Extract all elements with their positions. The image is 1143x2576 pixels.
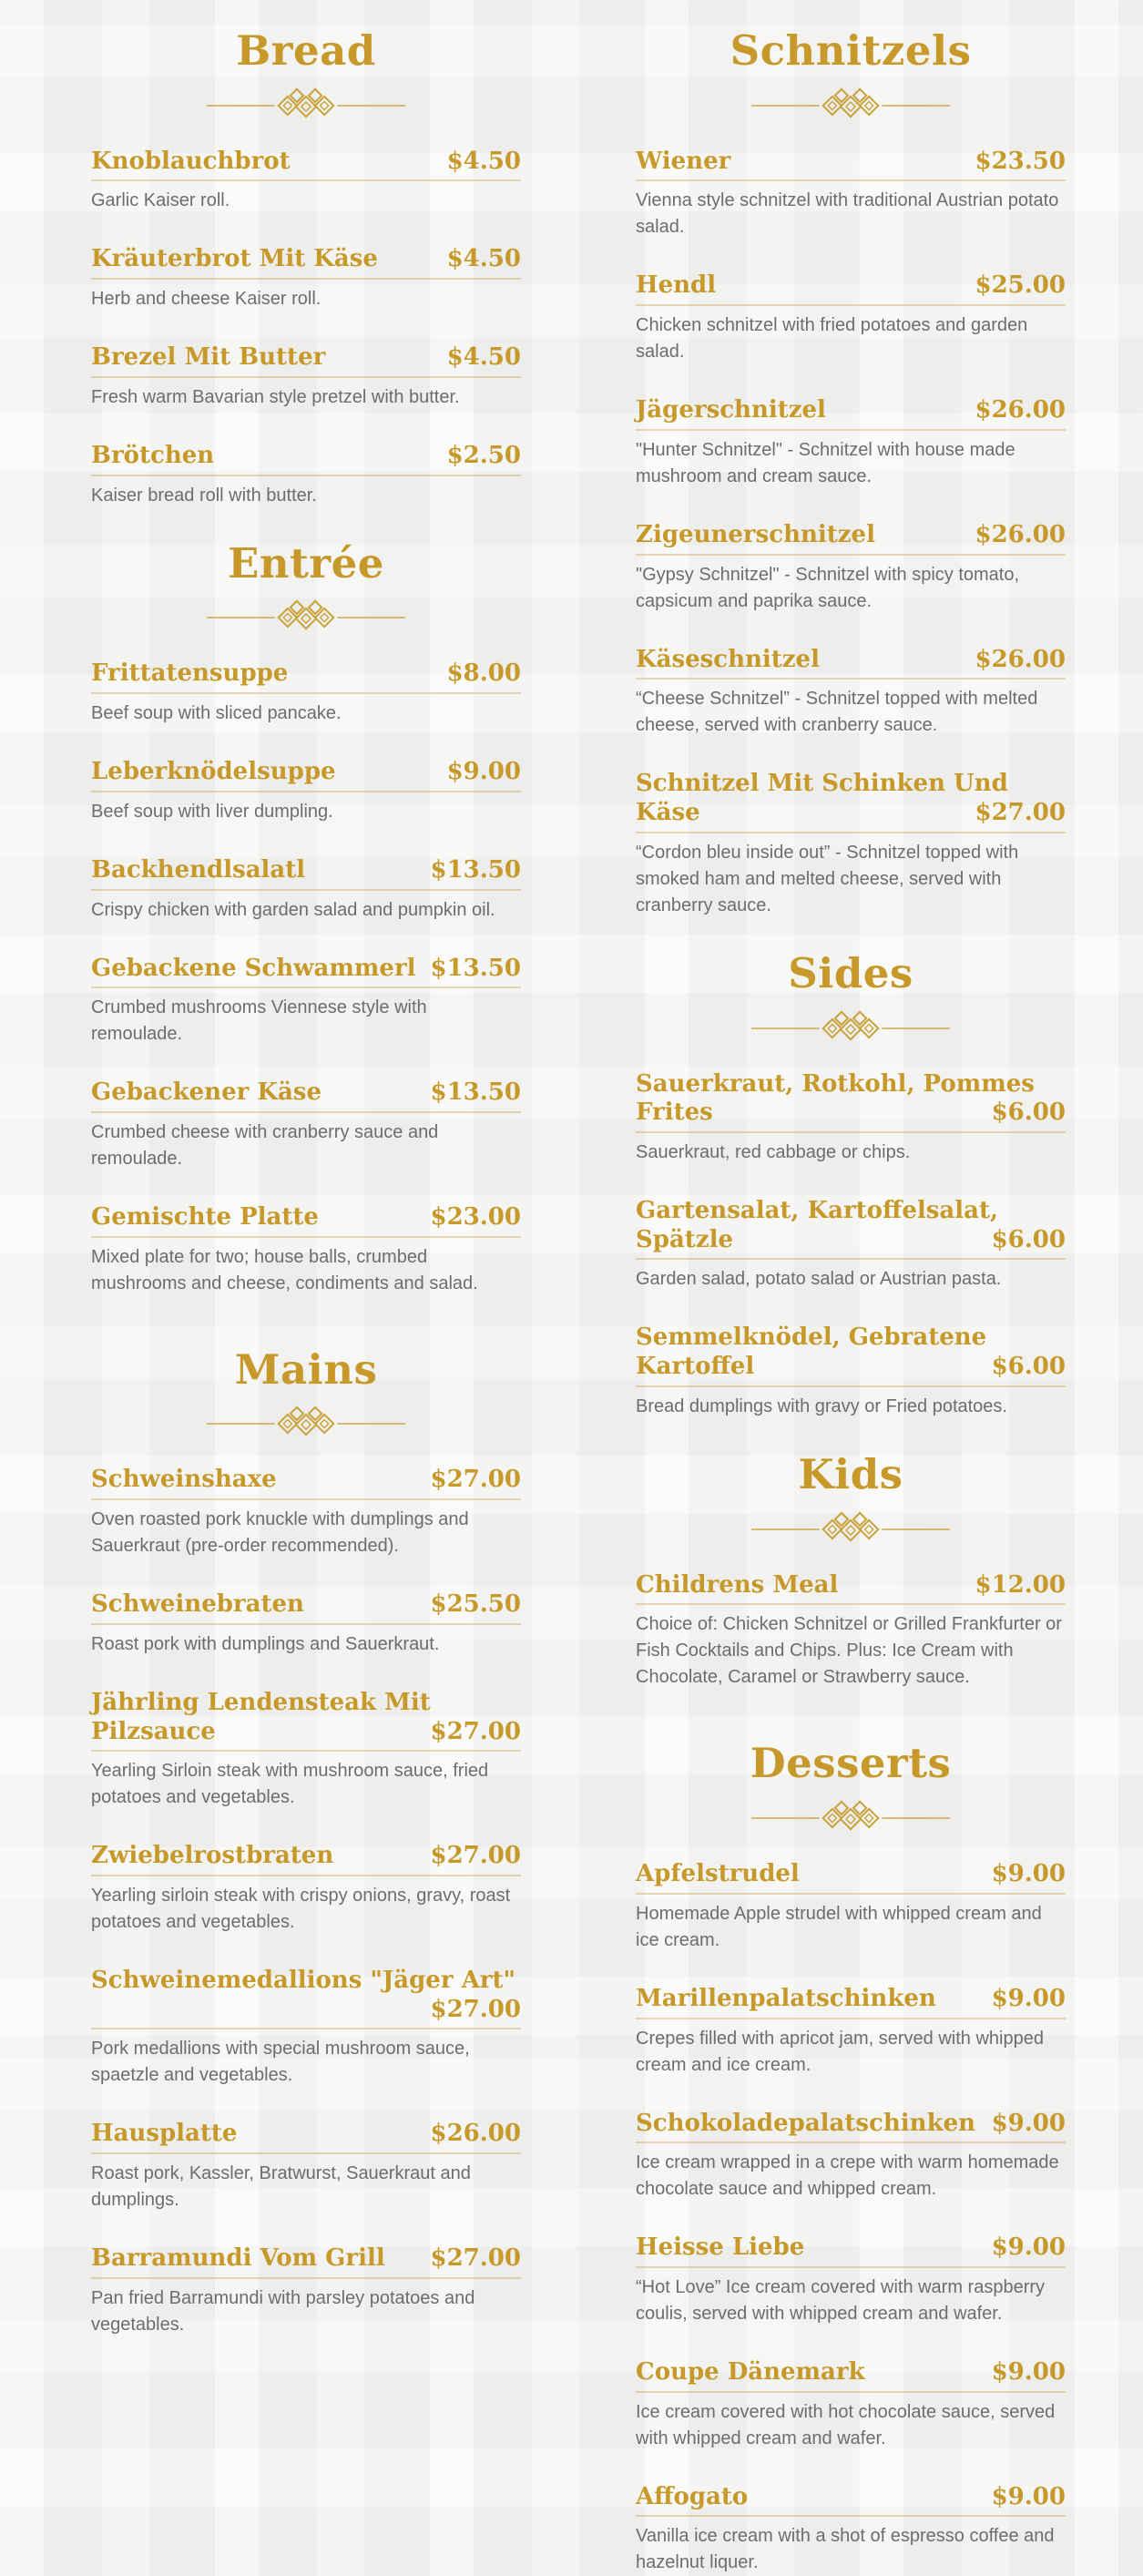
menu-item	[91, 758, 521, 825]
item-price: $25.50	[430, 1590, 521, 1619]
section-schnitzels	[636, 27, 1066, 919]
item-header	[636, 1070, 1066, 1133]
item-description: “Hot Love” Ice cream covered with warm raspberry coulis, served with whipped cream and wafer.	[636, 2276, 1046, 2324]
item-name: Childrens Meal	[636, 1570, 839, 1599]
menu-item	[91, 245, 521, 312]
menu-item	[636, 646, 1066, 740]
item-name: Hendl	[636, 271, 717, 300]
menu-item	[636, 396, 1066, 490]
item-description: Pork medallions with special mushroom sauce, spaetzle and vegetables.	[91, 2039, 470, 2086]
item-name: Brezel Mit Butter	[91, 343, 326, 372]
menu-item	[91, 2244, 521, 2338]
item-header	[91, 442, 521, 476]
item-price: $13.50	[430, 954, 521, 982]
menu-item	[91, 1466, 521, 1559]
item-name: Apfelstrudel	[636, 1860, 800, 1888]
item-name: Marillenpalatschinken	[636, 1984, 936, 2012]
menu-item	[636, 1324, 1066, 1419]
item-price: $9.00	[991, 2234, 1066, 2262]
item-description: Sauerkraut, red cabbage or chips.	[636, 1141, 911, 1162]
item-description: "Hunter Schnitzel" - Schnitzel with house made mushroom and cream sauce.	[636, 439, 1015, 486]
item-name: Schweinebraten	[91, 1590, 304, 1619]
item-description: Mixed plate for two; house balls, crumbed mushrooms and cheese, condiments and salad.	[91, 1246, 478, 1293]
item-price: $13.50	[430, 1078, 521, 1107]
item-header	[636, 271, 1066, 306]
item-description: Crumbed mushrooms Viennese style with remoulade.	[91, 997, 427, 1045]
item-price: $23.50	[975, 147, 1066, 175]
item-header	[91, 1689, 521, 1752]
item-price: $8.00	[446, 659, 521, 688]
item-name: Schokoladepalatschinken	[636, 2109, 976, 2137]
item-description: "Gypsy Schnitzel" - Schnitzel with spicy tomato, capsicum and paprika sauce.	[636, 564, 1020, 611]
item-description: “Cheese Schnitzel” - Schnitzel topped with melted cheese, served with cranberry sauce.	[636, 689, 1038, 736]
item-name: Sauerkraut, Rotkohl, Pommes Frites	[636, 1069, 1035, 1127]
item-description: Yearling sirloin steak with crispy onions, gravy, roast potatoes and vegetables.	[91, 1886, 511, 1933]
ornament-divider-icon	[205, 1404, 407, 1438]
item-description: Kaiser bread roll with butter.	[91, 485, 317, 506]
ornament-divider-icon	[750, 1509, 952, 1544]
item-description: Oven roasted pork knuckle with dumplings and Sauerkraut (pre-order recommended).	[91, 1509, 469, 1557]
item-description: Yearling Sirloin steak with mushroom sauce, fried potatoes and vegetables.	[91, 1761, 489, 1808]
item-name: Schnitzel Mit Schinken Und Käse	[636, 770, 1008, 827]
menu-item	[91, 659, 521, 727]
item-header	[91, 1466, 521, 1500]
item-price: $9.00	[991, 1984, 1066, 2012]
menu-column-right	[636, 26, 1066, 2573]
item-header	[636, 1985, 1066, 2019]
item-price: $6.00	[991, 1225, 1066, 1253]
item-name: Gebackene Schwammerl	[91, 954, 416, 982]
item-description: Ice cream covered with hot chocolate sauce, served with whipped cream and wafer.	[636, 2401, 1056, 2448]
item-price: $9.00	[991, 1860, 1066, 1888]
item-description: Garden salad, potato salad or Austrian pasta.	[636, 1269, 1002, 1290]
ornament-divider-icon	[205, 86, 407, 120]
item-header	[636, 1860, 1066, 1895]
item-header	[636, 770, 1066, 833]
item-name: Gebackener Käse	[91, 1078, 321, 1107]
item-header	[91, 1203, 521, 1238]
item-description: Ice cream wrapped in a crepe with warm homemade chocolate sauce and whipped cream.	[636, 2152, 1059, 2200]
item-name: Zwiebelrostbraten	[91, 1842, 334, 1870]
item-price: $9.00	[991, 2482, 1066, 2510]
menu-item	[91, 1590, 521, 1658]
menu-item	[636, 2358, 1066, 2452]
item-header	[636, 1197, 1066, 1260]
ornament-divider-icon	[750, 86, 952, 120]
item-name: Leberknödelsuppe	[91, 758, 336, 786]
item-header	[91, 1967, 521, 2029]
item-name: Zigeunerschnitzel	[636, 520, 875, 548]
section-title-entree: Entrée	[228, 538, 384, 588]
ornament-divider-icon	[750, 1008, 952, 1043]
item-header	[91, 2244, 521, 2279]
item-header	[91, 1078, 521, 1113]
menu-item	[636, 1070, 1066, 1166]
item-name: Wiener	[636, 147, 731, 175]
item-header	[636, 2358, 1066, 2393]
item-name: Affogato	[636, 2482, 749, 2510]
item-name: Gartensalat, Kartoffelsalat, Spätzle	[636, 1196, 999, 1253]
item-name: Brötchen	[91, 441, 215, 469]
menu-item	[636, 521, 1066, 615]
menu-item	[636, 1197, 1066, 1293]
item-name: Heisse Liebe	[636, 2234, 805, 2262]
menu-item	[636, 1985, 1066, 2079]
item-price: $26.00	[975, 520, 1066, 548]
menu-item	[636, 1571, 1066, 1692]
menu-item	[91, 2120, 521, 2213]
item-price: $27.00	[430, 1717, 521, 1745]
section-title-mains: Mains	[234, 1344, 378, 1394]
menu-item	[91, 1203, 521, 1297]
item-header	[91, 2120, 521, 2154]
item-price: $27.00	[975, 799, 1066, 827]
item-header	[91, 1842, 521, 1876]
item-header	[636, 521, 1066, 556]
item-name: Backhendlsalatl	[91, 855, 306, 884]
item-price: $9.00	[991, 2109, 1066, 2137]
item-price: $9.00	[446, 758, 521, 786]
menu-item	[636, 2110, 1066, 2203]
menu-item	[91, 1078, 521, 1172]
item-price: $4.50	[446, 147, 521, 175]
section-title-kids: Kids	[798, 1449, 903, 1498]
item-header	[91, 343, 521, 378]
item-header	[91, 148, 521, 182]
item-description: Vienna style schnitzel with traditional Austrian potato salad.	[636, 190, 1059, 238]
item-name: Barramundi Vom Grill	[91, 2244, 385, 2273]
item-price: $6.00	[991, 1353, 1066, 1381]
menu-item	[91, 1967, 521, 2089]
item-header	[636, 646, 1066, 680]
menu-item	[636, 271, 1066, 365]
item-description: Roast pork, Kassler, Bratwurst, Sauerkraut and dumplings.	[91, 2163, 471, 2211]
section-title-bread: Bread	[236, 26, 376, 75]
item-description: Vanilla ice cream with a shot of espresso coffee and hazelnut liquer.	[636, 2526, 1055, 2573]
menu-item	[91, 343, 521, 411]
menu-item	[636, 770, 1066, 918]
menu-item	[636, 2483, 1066, 2576]
section-desserts	[636, 1740, 1066, 2576]
menu-item	[91, 955, 521, 1048]
section-entree	[91, 540, 521, 1297]
item-description: Crumbed cheese with cranberry sauce and remoulade.	[91, 1121, 439, 1169]
item-name: Schweinemedallions "Jäger Art"	[91, 1967, 515, 1995]
item-header	[91, 659, 521, 694]
item-header	[91, 245, 521, 280]
item-description: Roast pork with dumplings and Sauerkraut.	[91, 1633, 440, 1654]
item-header	[91, 856, 521, 891]
item-description: Bread dumplings with gravy or Fried potatoes.	[636, 1395, 1007, 1416]
item-description: Beef soup with liver dumpling.	[91, 801, 333, 822]
item-price: $12.00	[975, 1570, 1066, 1599]
item-description: Garlic Kaiser roll.	[91, 190, 230, 211]
item-header	[636, 2483, 1066, 2518]
item-name: Schweinshaxe	[91, 1466, 277, 1494]
item-header	[91, 1590, 521, 1625]
item-description: Beef soup with sliced pancake.	[91, 703, 342, 724]
section-sides	[636, 950, 1066, 1420]
item-description: Crispy chicken with garden salad and pumpkin oil.	[91, 899, 495, 920]
menu-item	[636, 1860, 1066, 1954]
item-description: Crepes filled with apricot jam, served with whipped cream and ice cream.	[636, 2028, 1044, 2075]
item-header	[91, 955, 521, 989]
item-price: $23.00	[430, 1202, 521, 1231]
item-header	[636, 1571, 1066, 1606]
item-name: Jägerschnitzel	[636, 396, 826, 424]
item-header	[636, 2110, 1066, 2144]
item-price: $6.00	[991, 1099, 1066, 1127]
item-header	[636, 2234, 1066, 2268]
menu-item	[91, 1689, 521, 1811]
item-name: Gemischte Platte	[91, 1202, 319, 1231]
item-header	[91, 758, 521, 792]
item-description: Herb and cheese Kaiser roll.	[91, 289, 321, 310]
menu-item	[91, 442, 521, 509]
item-name: Jährling Lendensteak Mit Pilzsauce	[91, 1688, 431, 1745]
item-name: Knoblauchbrot	[91, 147, 291, 175]
section-mains	[91, 1346, 521, 2338]
item-price: $25.00	[975, 271, 1066, 300]
item-description: Pan fried Barramundi with parsley potatoes and vegetables.	[91, 2287, 475, 2335]
menu-item	[91, 856, 521, 924]
item-header	[636, 396, 1066, 431]
item-name: Semmelknödel, Gebratene Kartoffel	[636, 1324, 987, 1381]
item-name: Kräuterbrot Mit Käse	[91, 245, 378, 273]
menu-item	[636, 148, 1066, 241]
item-price: $26.00	[975, 396, 1066, 424]
item-price: $27.00	[430, 2244, 521, 2273]
item-price: $27.00	[430, 1466, 521, 1494]
menu-column-left	[91, 26, 521, 2335]
item-price: $27.00	[430, 1995, 521, 2023]
item-price: $26.00	[430, 2120, 521, 2148]
ornament-divider-icon	[205, 598, 407, 632]
ornament-divider-icon	[750, 1798, 952, 1833]
item-name: Frittatensuppe	[91, 659, 289, 688]
item-name: Käseschnitzel	[636, 645, 820, 673]
item-description: Chicken schnitzel with fried potatoes and garden salad.	[636, 315, 1028, 363]
section-title-desserts: Desserts	[750, 1739, 952, 1788]
item-price: $13.50	[430, 855, 521, 884]
item-header	[636, 148, 1066, 182]
item-name: Coupe Dänemark	[636, 2357, 865, 2386]
item-price: $2.50	[446, 441, 521, 469]
menu-item	[91, 148, 521, 215]
item-description: Fresh warm Bavarian style pretzel with butter.	[91, 386, 460, 407]
menu-item	[91, 1842, 521, 1936]
menu-item	[636, 2234, 1066, 2327]
section-title-sides: Sides	[788, 948, 913, 997]
item-price: $9.00	[991, 2357, 1066, 2386]
item-price: $4.50	[446, 343, 521, 372]
item-name: Hausplatte	[91, 2120, 238, 2148]
item-description: Homemade Apple strudel with whipped cream and ice cream.	[636, 1903, 1042, 1950]
item-description: “Cordon bleu inside out” - Schnitzel topped with smoked ham and melted cheese, served with cranberry sauce.	[636, 842, 1019, 915]
section-title-schnitzels: Schnitzels	[730, 26, 972, 75]
section-kids	[636, 1451, 1066, 1691]
section-bread	[91, 27, 521, 509]
item-header	[636, 1324, 1066, 1386]
item-description: Choice of: Chicken Schnitzel or Grilled Frankfurter or Fish Cocktails and Chips. Plus: Ice Cream with Chocolate, Caramel or Strawberry sauce.	[636, 1614, 1062, 1688]
item-price: $4.50	[446, 245, 521, 273]
item-price: $27.00	[430, 1842, 521, 1870]
item-price: $26.00	[975, 645, 1066, 673]
